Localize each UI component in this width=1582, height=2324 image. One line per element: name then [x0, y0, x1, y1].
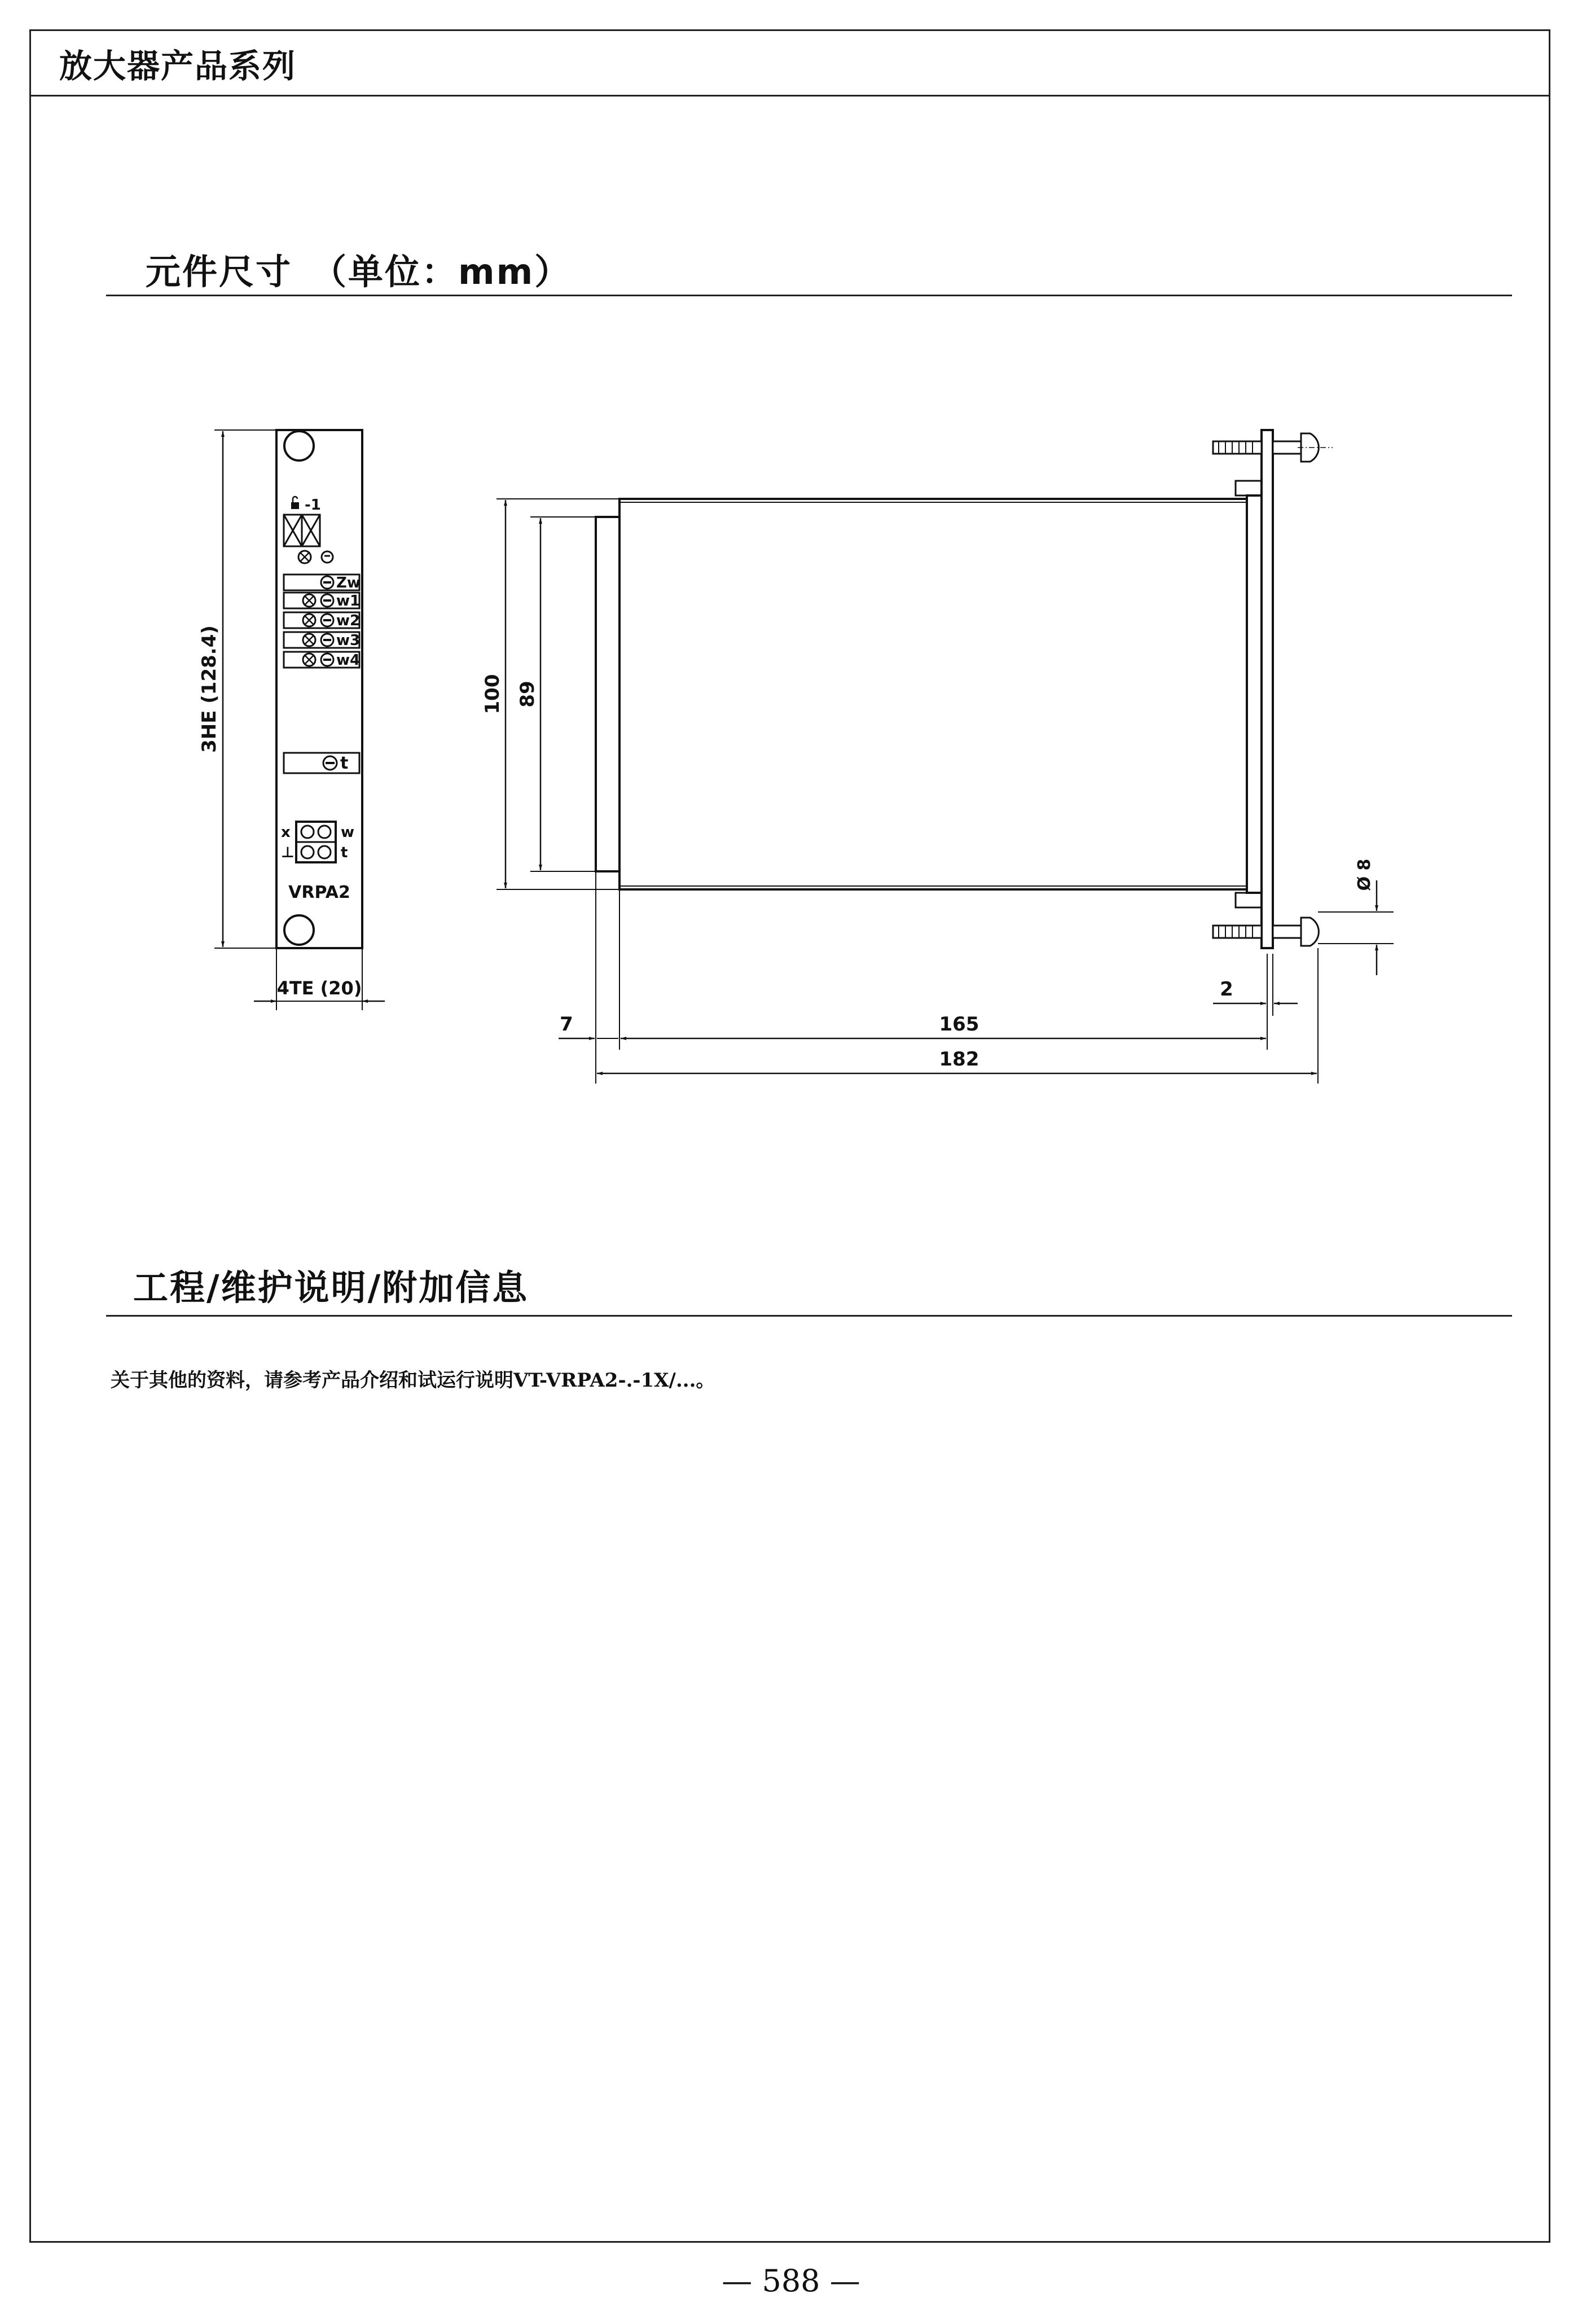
socket-label-w: w	[341, 824, 355, 841]
socket-label-x: x	[281, 824, 291, 841]
lock-icon	[291, 497, 299, 509]
front-plate	[1262, 430, 1273, 948]
lock-label: -1	[305, 497, 321, 514]
side-view	[481, 430, 1394, 1084]
dim-7-label: 7	[560, 1013, 573, 1036]
plate-tab-bottom	[1236, 893, 1262, 907]
test-sockets	[296, 822, 336, 862]
mounting-hole-bottom	[284, 915, 314, 945]
pot-label-w1: w1	[336, 593, 361, 609]
section-title-dimensions: 元件尺寸 （单位：mm）	[146, 251, 572, 292]
dim-182-label: 182	[939, 1048, 979, 1071]
socket-label-t: t	[341, 844, 348, 861]
pot-label-w3: w3	[336, 632, 361, 649]
led-icons	[298, 551, 333, 563]
plate-tab-top	[1236, 481, 1262, 496]
mounting-hole-top	[284, 431, 314, 461]
dim-100-label: 100	[481, 674, 504, 714]
dim-165-label: 165	[939, 1013, 979, 1036]
dim-width-label: 4TE (20)	[276, 977, 362, 999]
page-number: — 588 —	[722, 2263, 860, 2299]
card-body	[619, 499, 1247, 889]
model-label: VRPA2	[288, 883, 350, 902]
pot-label-w2: w2	[336, 612, 361, 629]
section-title-engineering: 工程/维护说明/附加信息	[133, 1267, 529, 1308]
pot-label-zw: Zw	[336, 575, 361, 591]
rail	[1247, 496, 1262, 893]
dim-diameter-label: Ø 8	[1355, 858, 1374, 891]
reference-note: 关于其他的资料，请参考产品介绍和试运行说明VT-VRPA2-.-1X/...。	[111, 1369, 715, 1392]
front-panel-view	[198, 430, 385, 1010]
pot-label-w4: w4	[336, 652, 361, 669]
dim-89-label: 89	[516, 681, 539, 708]
t-pot-label: t	[340, 753, 349, 773]
dimension-drawing	[0, 0, 1582, 1129]
dim-2-label: 2	[1220, 978, 1233, 1001]
switch-box-icon	[284, 515, 320, 546]
screw-bottom	[1213, 918, 1319, 946]
socket-label-ground: ⊥	[281, 844, 295, 861]
header-title: 放大器产品系列	[59, 47, 297, 85]
section-divider-engineering	[106, 1315, 1512, 1317]
row-led-icons	[303, 594, 315, 666]
dim-height-label: 3HE (128.4)	[198, 625, 221, 753]
connector	[596, 517, 619, 871]
